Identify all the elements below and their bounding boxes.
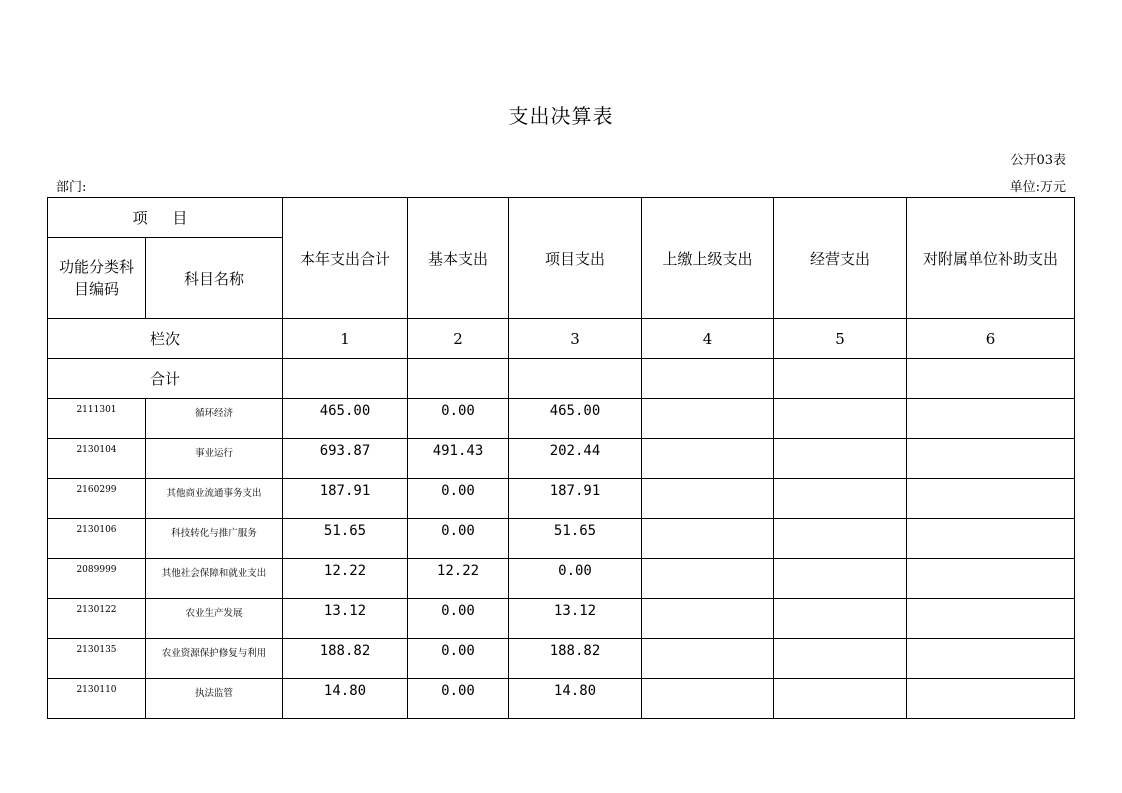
- total-cell: [907, 359, 1075, 399]
- total-cell: [283, 359, 408, 399]
- col-number: 6: [907, 319, 1075, 359]
- code-cell: 2089999: [48, 559, 146, 599]
- subject-name-cell: 农业生产发展: [146, 599, 283, 639]
- basic-expenditure-cell: 0.00: [408, 399, 509, 439]
- code-cell: 2130135: [48, 639, 146, 679]
- subsidy-expenditure-cell: [907, 519, 1075, 559]
- upper-level-expenditure-cell: [642, 599, 774, 639]
- subsidy-expenditure-cell: [907, 679, 1075, 719]
- table-row: [48, 559, 1075, 599]
- subsidy-expenditure-cell: [907, 439, 1075, 479]
- table-row: [48, 479, 1075, 519]
- form-number: 公开03表: [1010, 153, 1066, 168]
- col-index-label: 栏次: [48, 319, 283, 359]
- total-expenditure-cell: 12.22: [283, 559, 408, 599]
- header-item: 项 目: [48, 198, 283, 238]
- header-subject-name: 科目名称: [146, 238, 283, 319]
- basic-expenditure-cell: 491.43: [408, 439, 509, 479]
- business-expenditure-cell: [774, 519, 907, 559]
- header-func-code: 功能分类科目编码: [48, 238, 146, 319]
- total-expenditure-cell: 51.65: [283, 519, 408, 559]
- code-cell: 2130104: [48, 439, 146, 479]
- subsidy-expenditure-cell: [907, 639, 1075, 679]
- department-label: 部门:: [56, 180, 87, 195]
- total-expenditure-cell: 187.91: [283, 479, 408, 519]
- project-expenditure-cell: 187.91: [509, 479, 642, 519]
- code-cell: 2160299: [48, 479, 146, 519]
- header-col-business: 经营支出: [774, 198, 907, 319]
- col-number: 4: [642, 319, 774, 359]
- total-expenditure-cell: 13.12: [283, 599, 408, 639]
- project-expenditure-cell: 13.12: [509, 599, 642, 639]
- business-expenditure-cell: [774, 679, 907, 719]
- total-cell: [774, 359, 907, 399]
- business-expenditure-cell: [774, 559, 907, 599]
- subject-name-cell: 其他社会保障和就业支出: [146, 559, 283, 599]
- basic-expenditure-cell: 0.00: [408, 479, 509, 519]
- project-expenditure-cell: 188.82: [509, 639, 642, 679]
- col-number: 1: [283, 319, 408, 359]
- subsidy-expenditure-cell: [907, 479, 1075, 519]
- unit-label: 单位:万元: [1009, 180, 1066, 195]
- table-row: [48, 519, 1075, 559]
- subsidy-expenditure-cell: [907, 559, 1075, 599]
- subject-name-cell: 执法监管: [146, 679, 283, 719]
- col-number: 2: [408, 319, 509, 359]
- upper-level-expenditure-cell: [642, 519, 774, 559]
- header-col-project: 项目支出: [509, 198, 642, 319]
- business-expenditure-cell: [774, 599, 907, 639]
- table-row: [48, 399, 1075, 439]
- upper-level-expenditure-cell: [642, 679, 774, 719]
- total-expenditure-cell: 14.80: [283, 679, 408, 719]
- upper-level-expenditure-cell: [642, 559, 774, 599]
- project-expenditure-cell: 0.00: [509, 559, 642, 599]
- project-expenditure-cell: 465.00: [509, 399, 642, 439]
- basic-expenditure-cell: 0.00: [408, 679, 509, 719]
- subject-name-cell: 科技转化与推广服务: [146, 519, 283, 559]
- total-expenditure-cell: 465.00: [283, 399, 408, 439]
- code-cell: 2130110: [48, 679, 146, 719]
- code-cell: 2130106: [48, 519, 146, 559]
- table-row: [48, 639, 1075, 679]
- page-title: 支出决算表: [508, 104, 614, 128]
- business-expenditure-cell: [774, 479, 907, 519]
- total-label: 合计: [48, 359, 283, 399]
- upper-level-expenditure-cell: [642, 479, 774, 519]
- total-cell: [408, 359, 509, 399]
- total-cell: [642, 359, 774, 399]
- basic-expenditure-cell: 12.22: [408, 559, 509, 599]
- code-cell: 2130122: [48, 599, 146, 639]
- basic-expenditure-cell: 0.00: [408, 639, 509, 679]
- table-row: [48, 679, 1075, 719]
- subsidy-expenditure-cell: [907, 399, 1075, 439]
- total-expenditure-cell: 188.82: [283, 639, 408, 679]
- table-row: [48, 599, 1075, 639]
- total-cell: [509, 359, 642, 399]
- basic-expenditure-cell: 0.00: [408, 519, 509, 559]
- header-col-subsidy: 对附属单位补助支出: [907, 198, 1075, 319]
- business-expenditure-cell: [774, 439, 907, 479]
- code-cell: 2111301: [48, 399, 146, 439]
- subject-name-cell: 其他商业流通事务支出: [146, 479, 283, 519]
- upper-level-expenditure-cell: [642, 439, 774, 479]
- subsidy-expenditure-cell: [907, 599, 1075, 639]
- header-col-basic: 基本支出: [408, 198, 509, 319]
- expenditure-table: [47, 197, 1075, 719]
- business-expenditure-cell: [774, 639, 907, 679]
- col-number: 3: [509, 319, 642, 359]
- table-row: [48, 439, 1075, 479]
- upper-level-expenditure-cell: [642, 399, 774, 439]
- header-col-upper: 上缴上级支出: [642, 198, 774, 319]
- upper-level-expenditure-cell: [642, 639, 774, 679]
- basic-expenditure-cell: 0.00: [408, 599, 509, 639]
- header-col-total: 本年支出合计: [283, 198, 408, 319]
- subject-name-cell: 事业运行: [146, 439, 283, 479]
- project-expenditure-cell: 202.44: [509, 439, 642, 479]
- total-expenditure-cell: 693.87: [283, 439, 408, 479]
- subject-name-cell: 农业资源保护修复与利用: [146, 639, 283, 679]
- subject-name-cell: 循环经济: [146, 399, 283, 439]
- project-expenditure-cell: 14.80: [509, 679, 642, 719]
- col-number: 5: [774, 319, 907, 359]
- project-expenditure-cell: 51.65: [509, 519, 642, 559]
- business-expenditure-cell: [774, 399, 907, 439]
